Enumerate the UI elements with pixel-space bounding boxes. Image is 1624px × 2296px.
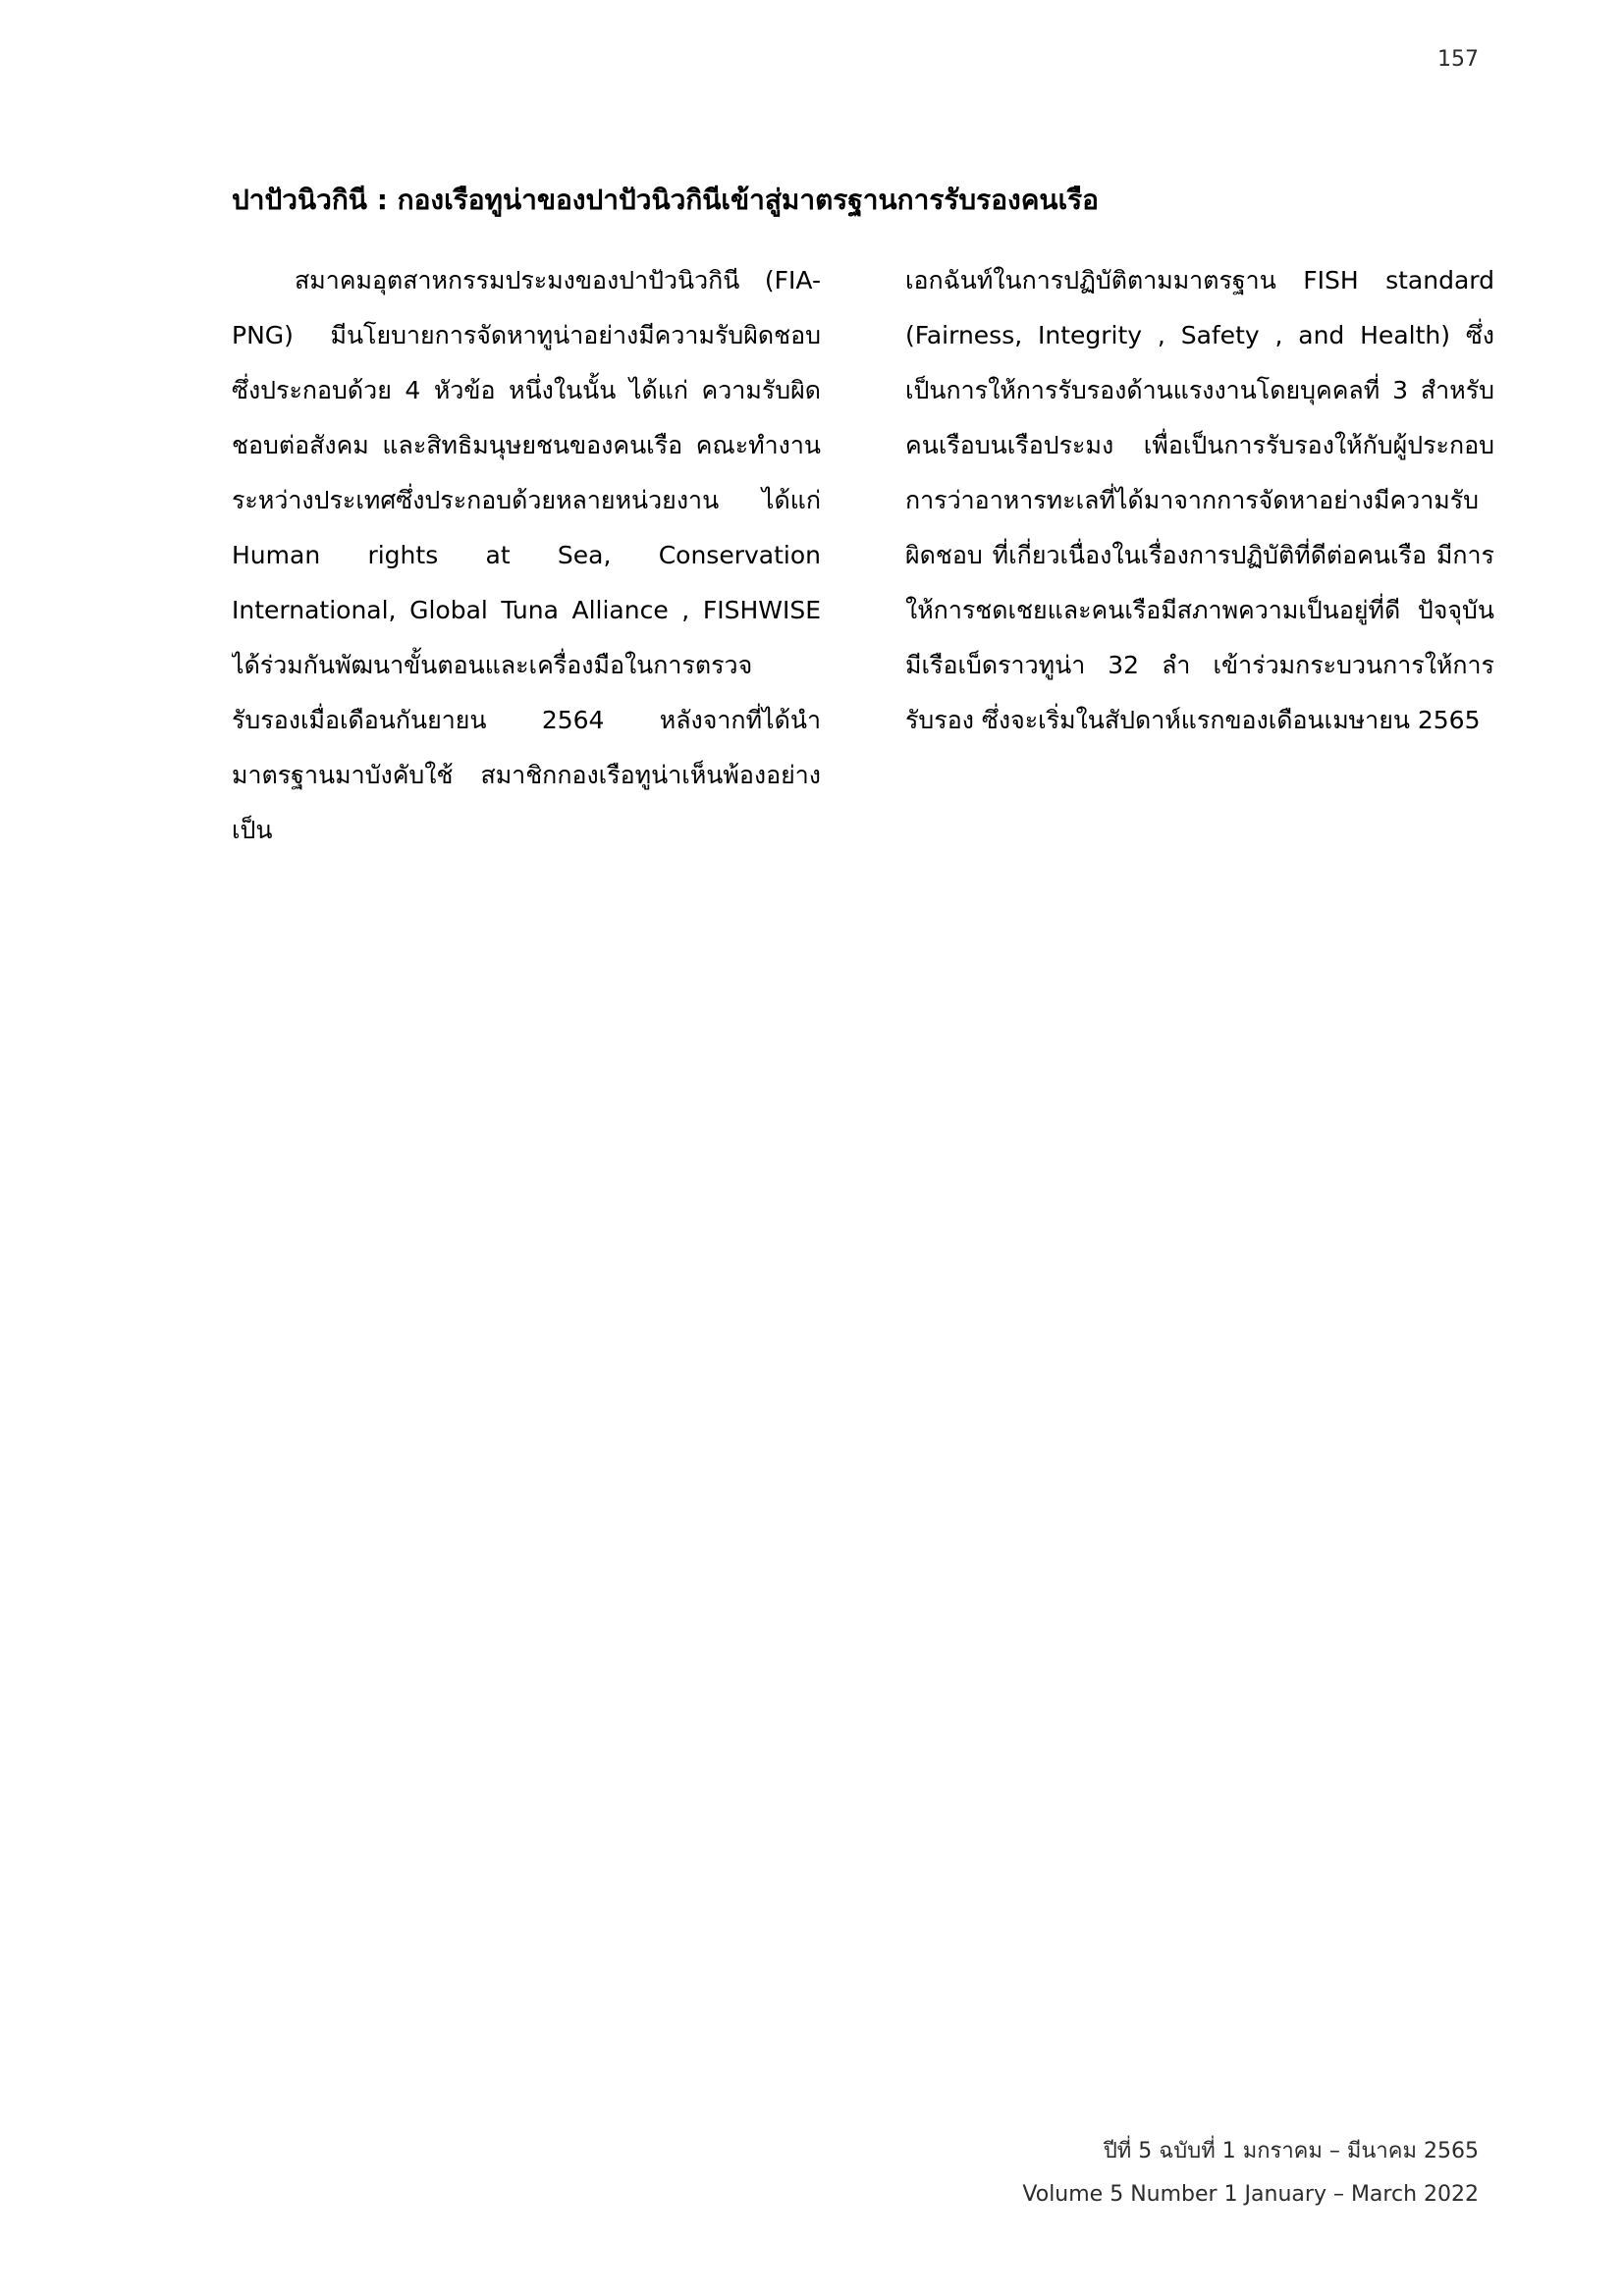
issue-footer — [1022, 2130, 1479, 2216]
issue-info-english: Volume 5 Number 1 January – March 2022 — [1022, 2182, 1479, 2207]
article-body-left-column: สมาคมอุตสาหกรรมประมงของปาปัวนิวกินี (FIA-PNG) มีนโยบายการจัดหาทูน่าอย่างมีความรับผิดชอบ ซึ่งประกอบด้วย 4 หัวข้อ หนึ่งในนั้น ได้แก่ ความรับผิดชอบต่อสังคม และสิทธิมนุษยชนของคนเรือ คณะทำงานระหว่างประเทศซึ่งประกอบด้วยหลายหน่วยงาน ได้แก่ Human rights at Sea, Conservation International, Global Tuna Alliance , FISHWISE ได้ร่วมกันพัฒนาขั้นตอนและเครื่องมือในการตรวจรับรองเมื่อเดือนกันยายน 2564 หลังจากที่ได้นำมาตรฐานมาบังคับใช้ สมาชิกกองเรือทูน่าเห็นพ้องอย่างเป็น — [232, 266, 821, 844]
issue-info-thai: ปีที่ 5 ฉบับที่ 1 มกราคม – มีนาคม 2565 — [1103, 2139, 1479, 2163]
page-number: 157 — [1437, 47, 1479, 72]
article-title: ปาปัวนิวกินี : กองเรือทูน่าของปาปัวนิวกินีเข้าสู่มาตรฐานการรับรองคนเรือ — [232, 184, 1099, 216]
article-body-right-column: เอกฉันท์ในการปฏิบัติตามมาตรฐาน FISH standard (Fairness, Integrity , Safety , and Health) ซึ่งเป็นการให้การรับรองด้านแรงงานโดยบุคคลที่ 3 สำหรับคนเรือบนเรือประมง เพื่อเป็นการรับรองให้กับผู้ประกอบการว่าอาหารทะเลที่ได้มาจากการจัดหาอย่างมีความรับผิดชอบ ที่เกี่ยวเนื่องในเรื่องการปฏิบัติที่ดีต่อคนเรือ มีการให้การชดเชยและคนเรือมีสภาพความเป็นอยู่ที่ดี ปัจจุบันมีเรือเบ็ดราวทูน่า 32 ลำ เข้าร่วมกระบวนการให้การรับรอง ซึ่งจะเริ่มในสัปดาห์แรกของเดือนเมษายน 2565 — [905, 266, 1494, 734]
